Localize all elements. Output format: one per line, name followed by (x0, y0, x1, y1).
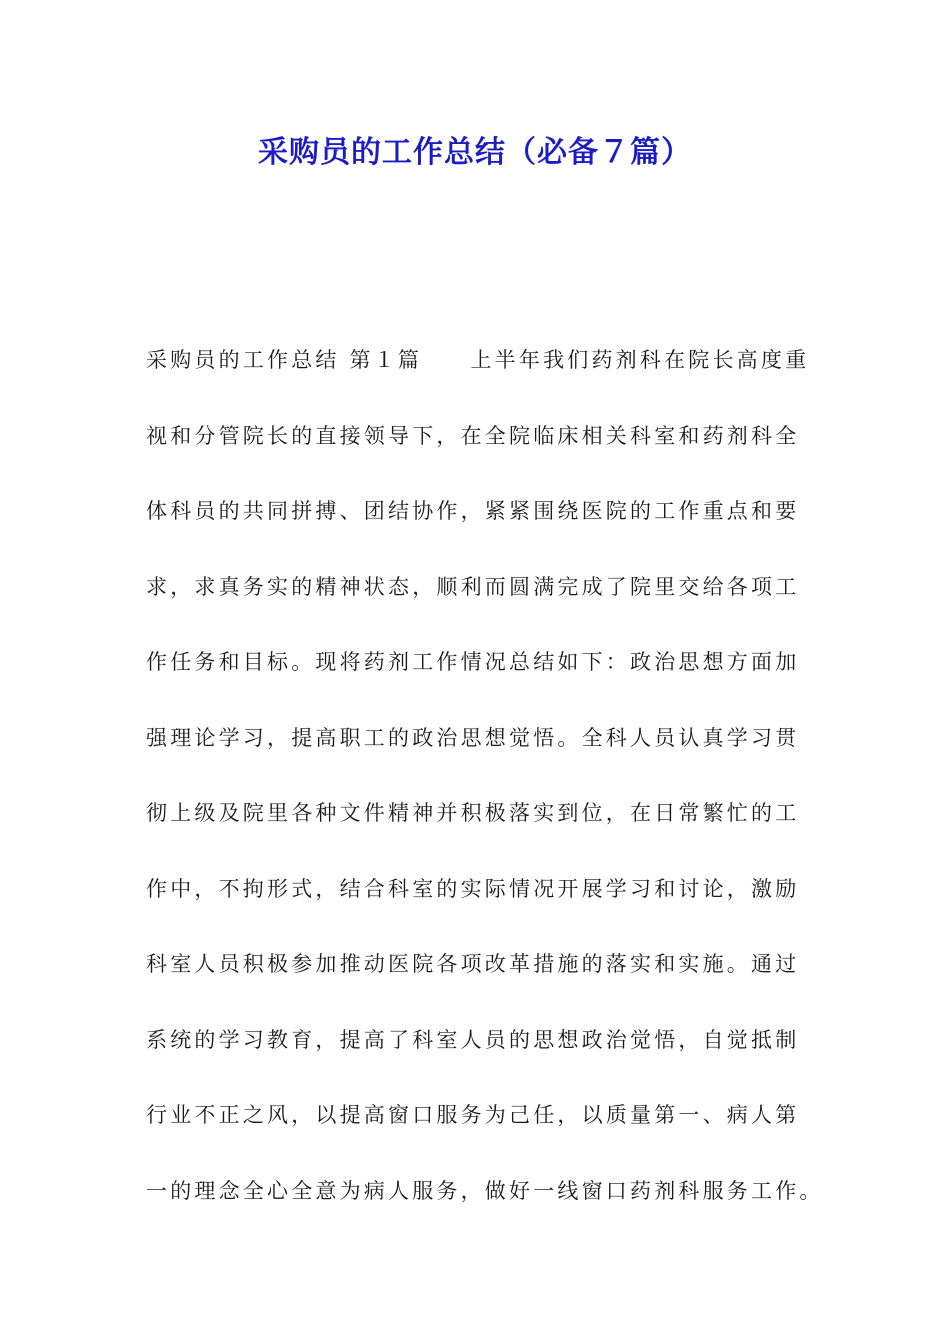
document-body (146, 335, 826, 1241)
body-line: 求，求真务实的精神状态，顺利而圆满完成了院里交给各项工 (146, 574, 800, 599)
body-line: 采购员的工作总结 第１篇 上半年我们药剂科在院长高度重 (146, 348, 810, 372)
body-line: 体科员的共同拼搏、团结协作，紧紧围绕医院的工作重点和要 (146, 499, 800, 523)
body-line: 作任务和目标。现将药剂工作情况总结如下：政治思想方面加 (146, 650, 800, 674)
body-line: 彻上级及院里各种文件精神并积极落实到位，在日常繁忙的工 (146, 801, 800, 825)
body-line: 视和分管院长的直接领导下，在全院临床相关科室和药剂科全 (146, 423, 800, 448)
body-line: 系统的学习教育，提高了科室人员的思想政治觉悟，自觉抵制 (146, 1027, 800, 1052)
body-line: 科室人员积极参加推动医院各项改革措施的落实和实施。通过 (146, 952, 800, 976)
body-line: 强理论学习，提高职工的政治思想觉悟。全科人员认真学习贯 (146, 725, 800, 750)
body-line: 行业不正之风，以提高窗口服务为己任，以质量第一、病人第 (146, 1103, 800, 1127)
body-line: 作中，不拘形式，结合科室的实际情况开展学习和讨论，激励 (146, 876, 800, 901)
document-title: 采购员的工作总结（必备７篇） (258, 135, 692, 170)
body-line: 一的理念全心全意为病人服务，做好一线窗口药剂科服务工作。 (146, 1178, 824, 1203)
